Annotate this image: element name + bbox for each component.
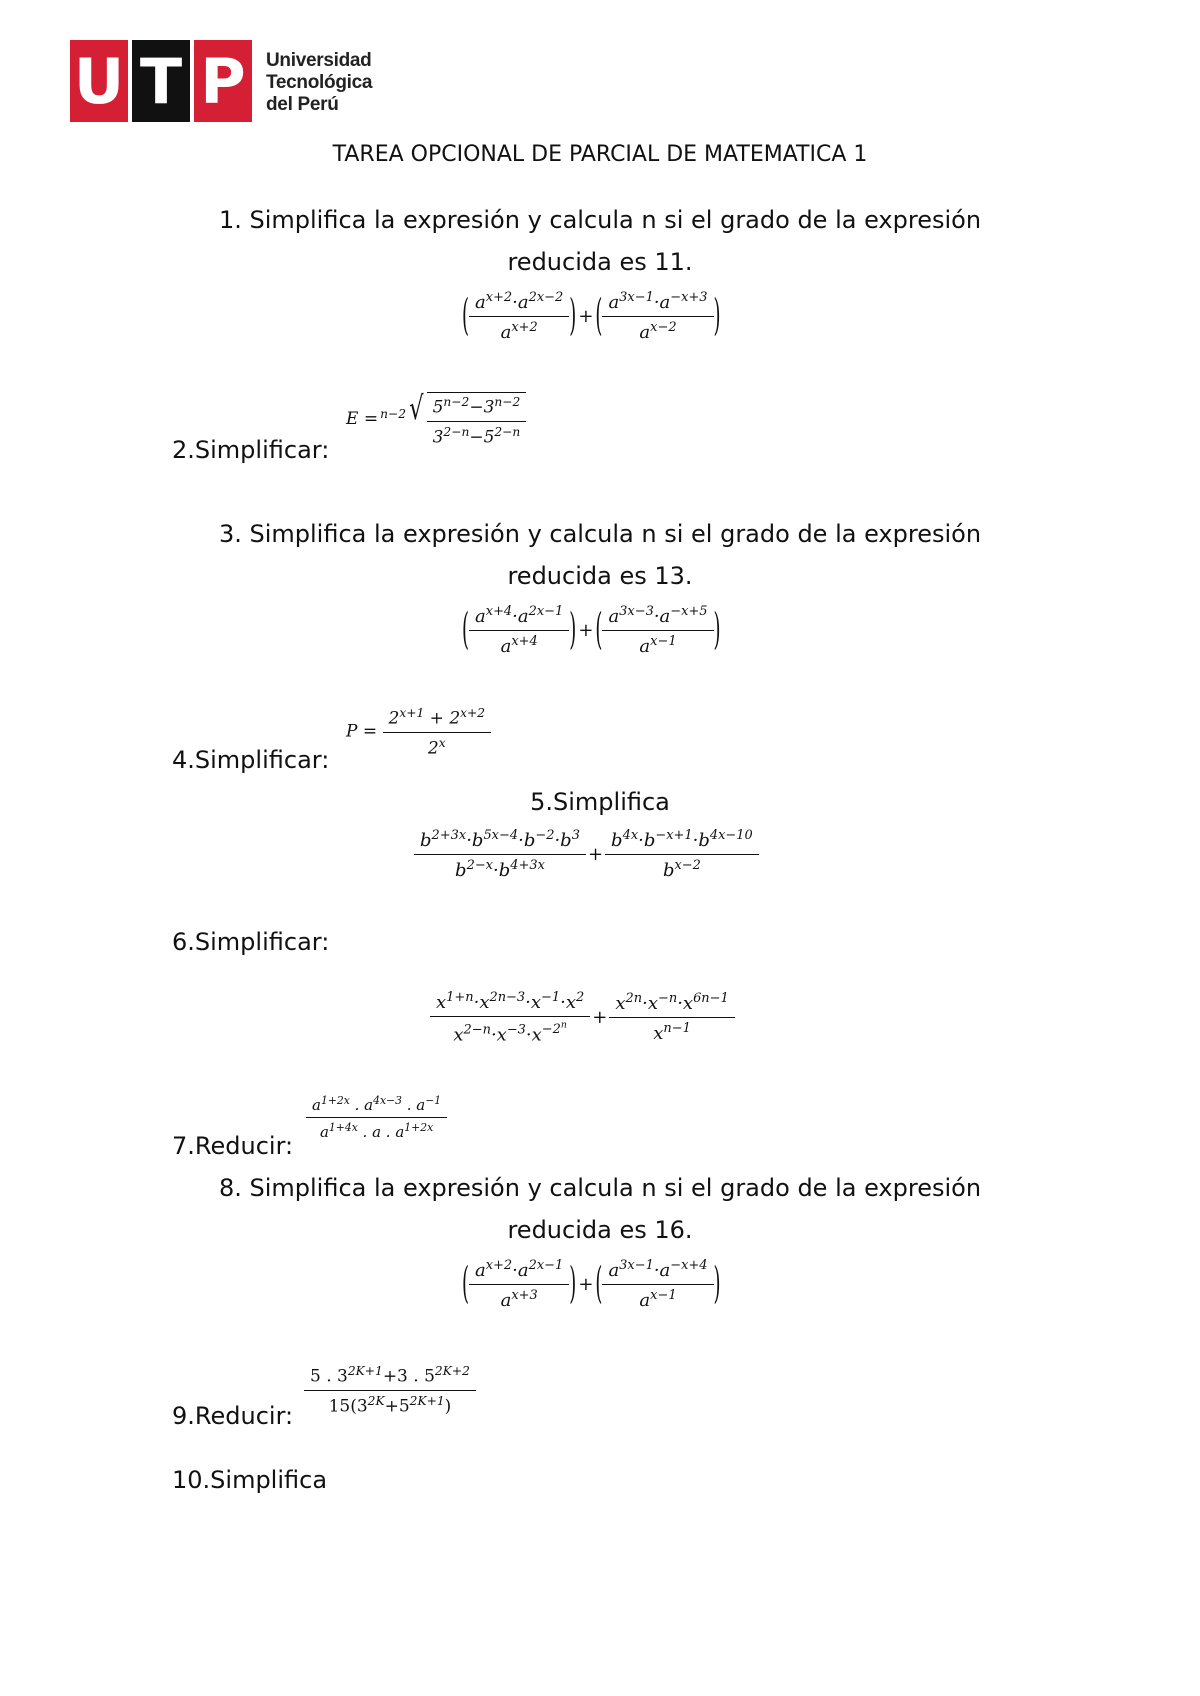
q2-variable: E =	[346, 409, 379, 430]
logo-letter-u: U	[73, 44, 125, 118]
q1-line2: reducida es 11.	[507, 248, 693, 276]
q6-formula: $\frac{x^{1+n}\cdot x^{2n-3}\cdot x^{-1}\cdot x^2}{x^{2-n}\cdot x^{-3}\cdot x^{-2^n}}$ + $\frac{x^{2n}\cdot x^{-n}\cdot x^{6n-1}}{x^{n-1}}$	[430, 990, 735, 1045]
q9-formula: $\frac{5 . 3^{2K+1}+3 . 5^{2K+2}}{15(3^{2K}+5^{2K+1})}$	[304, 1364, 476, 1416]
q7-formula: $\frac{a^{1+2x} . a^{4x-3} . a^{-1}}{a^{1+4x} . a . a^{1+2x}}$	[306, 1094, 447, 1141]
institution-line-1: Universidad	[266, 50, 372, 71]
q5-formula: $\frac{b^{2+3x}\cdot b^{5x-4}\cdot b^{-2}\cdot b^3}{b^{2-x}\cdot b^{4+3x}}$ + $\frac{b^{4x}\cdot b^{-x+1}\cdot b^{4x-10}}{b^{x-2}}$	[414, 828, 759, 881]
q2-formula: E = $^{n-2}$ √ $\frac{5^{n-2}-3^{n-2}}{3^{2-n}-5^{2-n}}$	[346, 392, 526, 447]
q3-line1: 3. Simplifica la expresión y calcula n si el grado de la expresión	[218, 520, 982, 548]
q1-line1: 1. Simplifica la expresión y calcula n si el grado de la expresión	[218, 206, 982, 234]
q9-label: 9.Reducir:	[172, 1402, 294, 1430]
q8-line1: 8. Simplifica la expresión y calcula n si el grado de la expresión	[218, 1174, 982, 1202]
q3-formula: ( $\frac{a^{x+4}\cdot a^{2x-1}}{a^{x+4}}$ ) + ( $\frac{a^{3x-3}\cdot a^{-x+5}}{a^{x-1}}$ )	[462, 604, 721, 657]
q2-label: 2.Simplificar:	[172, 436, 330, 464]
logo-letter-p: P	[200, 44, 246, 118]
q8-line2: reducida es 16.	[507, 1216, 693, 1244]
page-title: TAREA OPCIONAL DE PARCIAL DE MATEMATICA 1	[332, 142, 868, 167]
q6-label: 6.Simplificar:	[172, 928, 330, 956]
q7-label: 7.Reducir:	[172, 1132, 294, 1160]
logo-u-block	[70, 40, 128, 122]
logo-letter-t: T	[139, 44, 183, 118]
institution-name	[266, 50, 372, 116]
q3-line2: reducida es 13.	[507, 562, 693, 590]
q1-formula: ( $\frac{a^{x+2}\cdot a^{2x-2}}{a^{x+2}}$ ) + ( $\frac{a^{3x-1}\cdot a^{-x+3}}{a^{x-2}}$ )	[462, 290, 721, 343]
q5-label: 5.Simplifica	[530, 788, 670, 816]
q4-label: 4.Simplificar:	[172, 746, 330, 774]
q10-label: 10.Simplifica	[172, 1466, 328, 1494]
q8-formula: ( $\frac{a^{x+2}\cdot a^{2x-1}}{a^{x+3}}$ ) + ( $\frac{a^{3x-1}\cdot a^{-x+4}}{a^{x-1}}$ )	[462, 1258, 721, 1311]
logo-t-block	[132, 40, 190, 122]
institution-line-2: Tecnológica	[266, 72, 373, 93]
institution-line-3: del Perú	[266, 94, 339, 115]
logo-p-block	[194, 40, 252, 122]
q4-formula: P = $\frac{2^{x+1} + 2^{x+2}}{2^x}$	[346, 706, 491, 758]
q4-variable: P =	[346, 721, 378, 742]
